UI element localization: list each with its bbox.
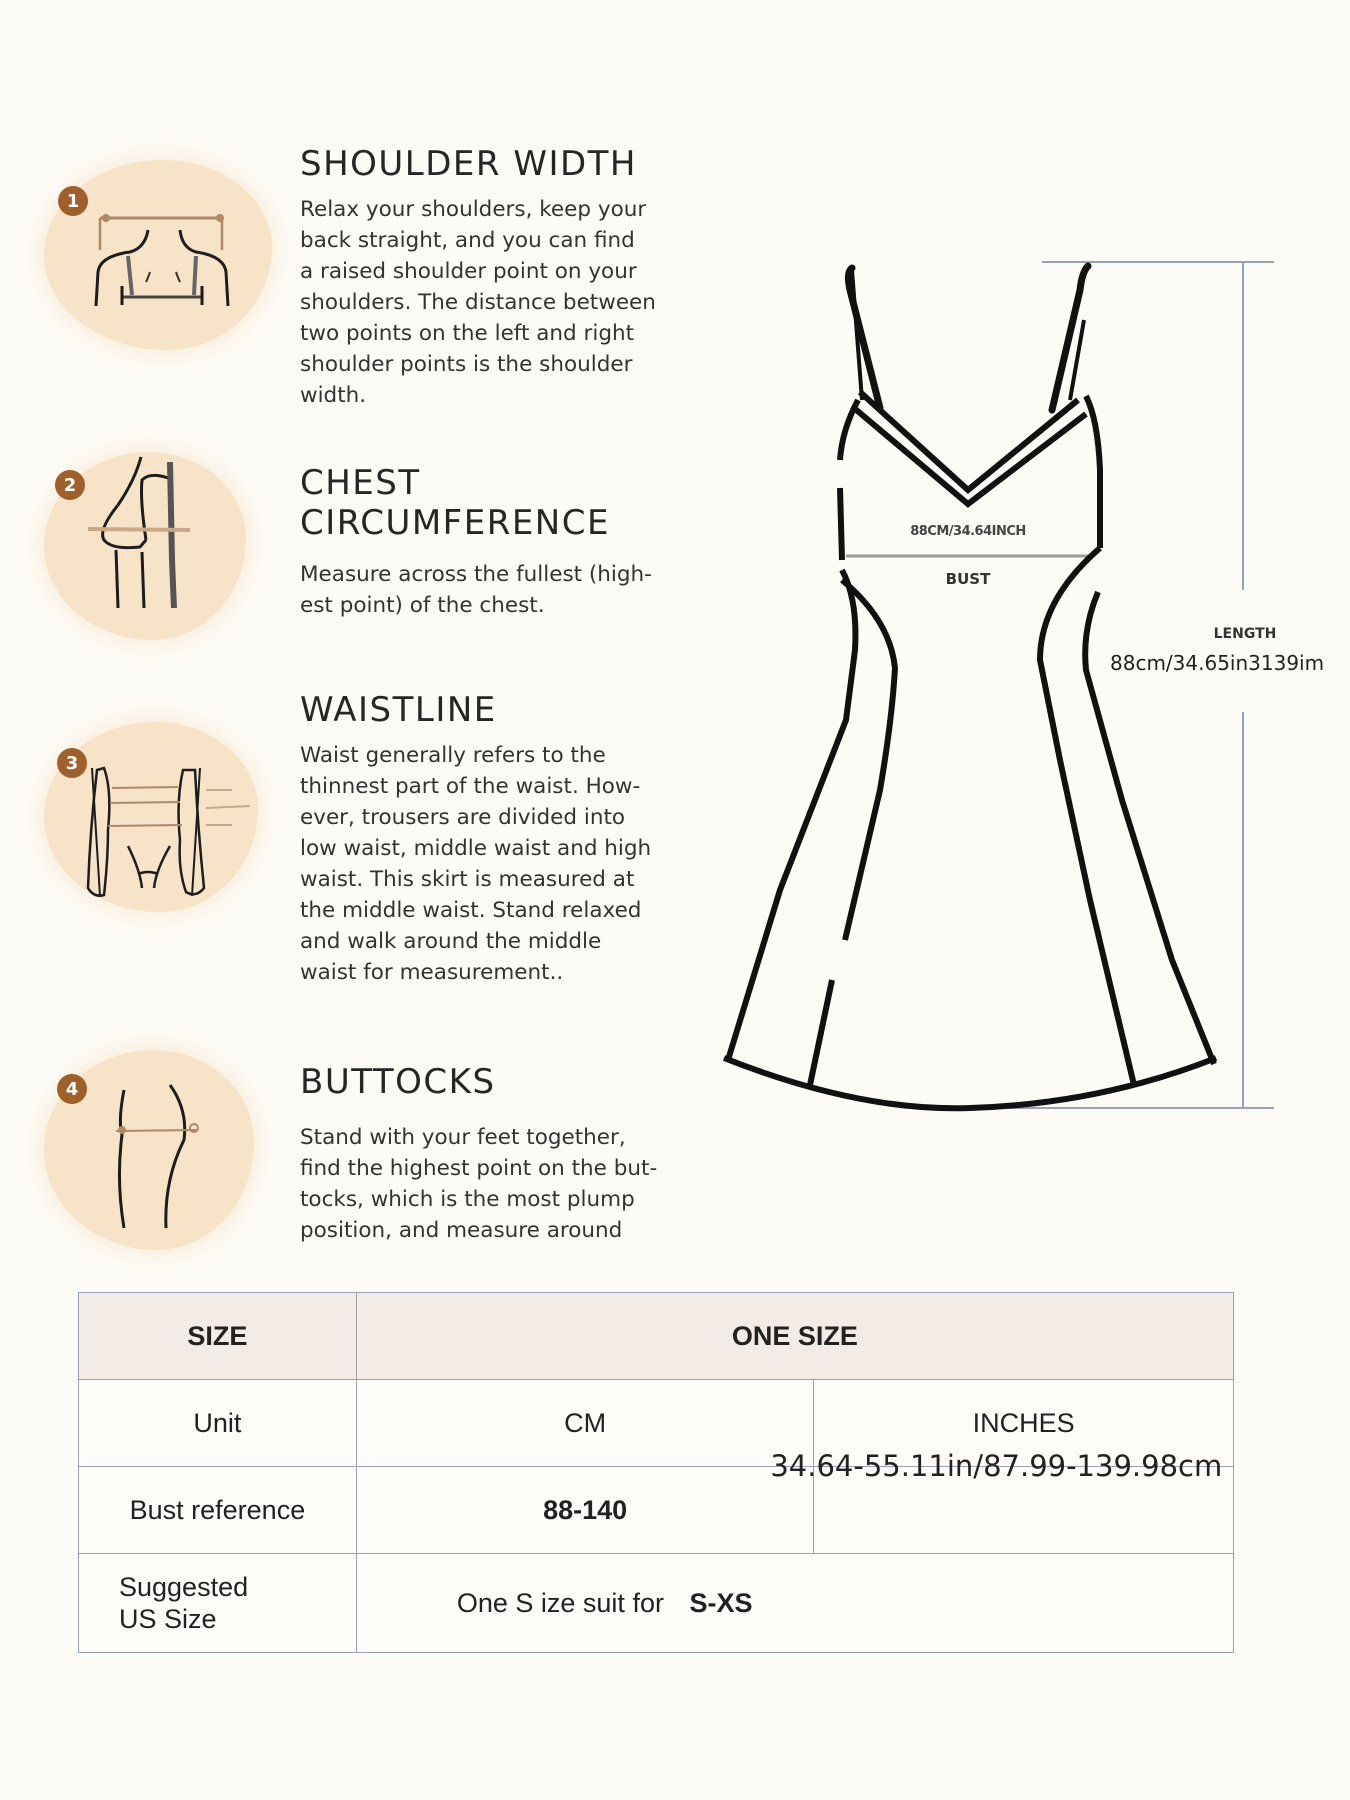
- length-value: 88cm/34.65in3139im: [1110, 651, 1325, 675]
- section-title: WAISTLINE: [300, 690, 497, 730]
- step-badge-1: 1: [58, 186, 88, 216]
- section-title: SHOULDER WIDTH: [300, 144, 637, 184]
- header-one-size: ONE SIZE: [356, 1293, 1233, 1380]
- section-buttocks: [300, 1062, 740, 1246]
- section-title: CHEST CIRCUMFERENCE: [300, 463, 610, 543]
- header-size: SIZE: [79, 1293, 357, 1380]
- bust-inches-value: 34.64-55.11in/87.99-139.98cm: [770, 1449, 1223, 1483]
- row-label: Unit: [79, 1380, 357, 1467]
- section-waistline: [300, 690, 740, 988]
- row-label: Bust reference: [79, 1467, 357, 1554]
- cell-inches: INCHES: [814, 1380, 1234, 1467]
- section-description: Measure across the fullest (high- est point) of the chest.: [300, 562, 652, 618]
- table-row-bust: [79, 1467, 1234, 1554]
- buttocks-figure-icon: [0, 0, 300, 1300]
- section-title: BUTTOCKS: [300, 1062, 496, 1102]
- bust-value-label: 88CM/34.64INCH: [910, 524, 1026, 539]
- step-badge-4: 4: [57, 1074, 87, 1104]
- cell-cm: CM: [356, 1380, 814, 1467]
- size-table: [78, 1292, 1234, 1653]
- step-badge-3: 3: [57, 748, 87, 778]
- section-description: Waist generally refers to the thinnest part of the waist. How- ever, trousers are divided into low waist, middle waist and high waist. This skirt is measured at the middle waist. Stand relaxed and walk around the middle waist for measurement..: [300, 743, 652, 985]
- row-label: Suggested US Size: [79, 1554, 357, 1653]
- section-chest-circumference: [300, 463, 740, 621]
- cell-inches: [770, 1449, 1234, 1554]
- table-header-row: [79, 1293, 1234, 1380]
- cell-cm: 88-140: [356, 1467, 814, 1554]
- bust-label: BUST: [945, 570, 991, 588]
- section-description: Stand with your feet together, find the highest point on the but- tocks, which is the most plump position, and measure around: [300, 1125, 658, 1243]
- section-description: Relax your shoulders, keep your back straight, and you can find a raised shoulder point on your shoulders. The distance between two points on the left and right shoulder points is the shoulder width.: [300, 197, 656, 408]
- length-label: LENGTH: [1213, 626, 1277, 642]
- step-badge-2: 2: [55, 470, 85, 500]
- cell-suggested: One S ize suit for S-XS: [356, 1554, 1233, 1653]
- table-row-suggested: [79, 1554, 1234, 1653]
- section-shoulder-width: [300, 144, 740, 411]
- dress-diagram-icon: [700, 240, 1350, 1120]
